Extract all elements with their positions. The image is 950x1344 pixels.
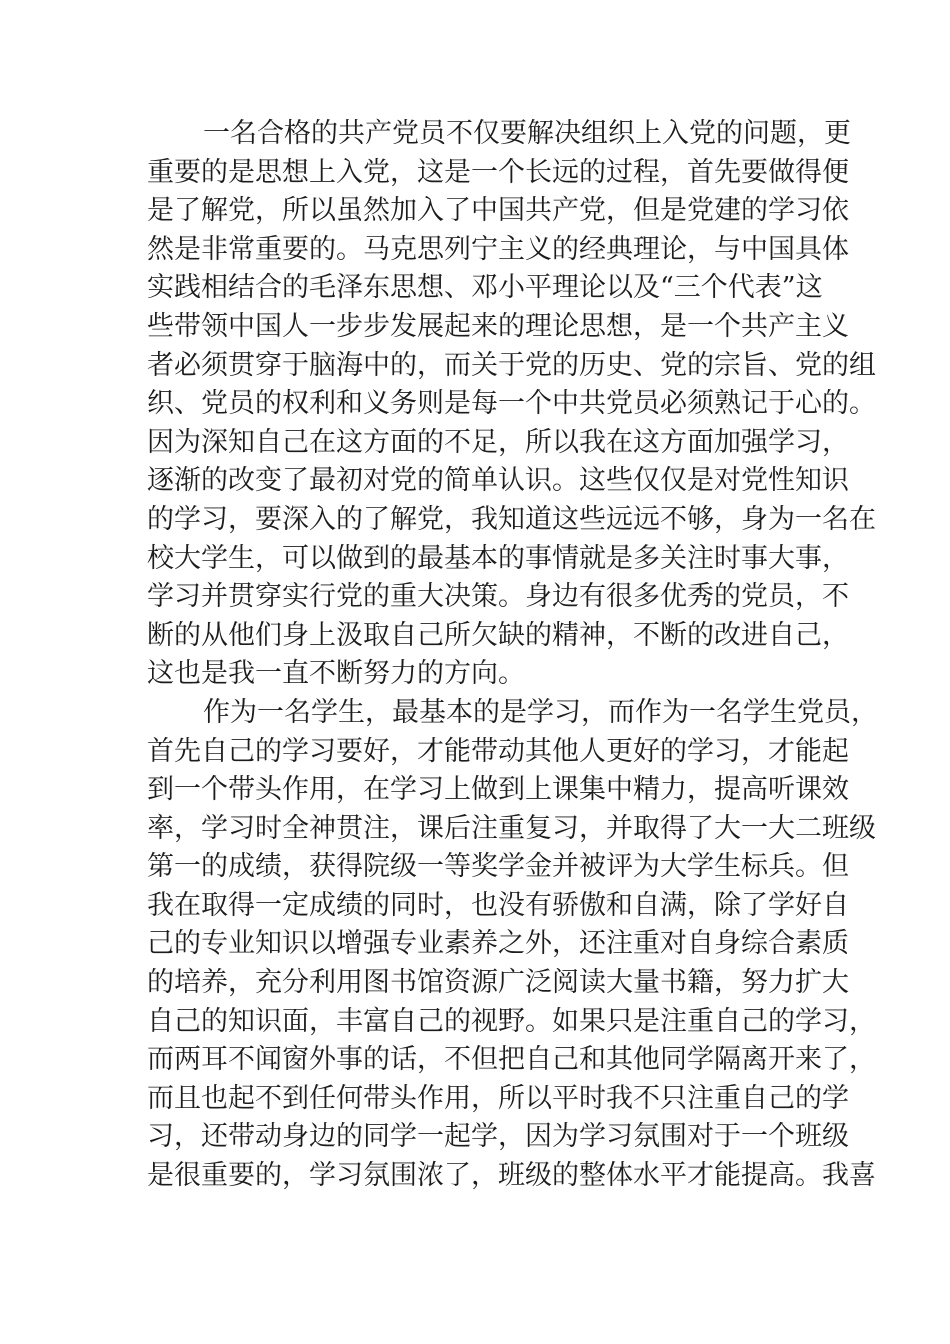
text-line: 我在取得一定成绩的同时，也没有骄傲和自满，除了学好自	[147, 889, 849, 921]
text-line: 自己的知识面，丰富自己的视野。如果只是注重自己的学习，	[147, 1005, 876, 1037]
text-line: 这也是我一直不断努力的方向。	[147, 658, 525, 690]
text-line: 是了解党，所以虽然加入了中国共产党，但是党建的学习依	[147, 195, 849, 227]
text-line: 己的专业知识以增强专业素养之外，还注重对自身综合素质	[147, 928, 849, 960]
text-line: 些带领中国人一步步发展起来的理论思想，是一个共产主义	[147, 310, 849, 342]
text-line: 首先自己的学习要好，才能带动其他人更好的学习，才能起	[147, 735, 849, 767]
text-line: 者必须贯穿于脑海中的，而关于党的历史、党的宗旨、党的组	[147, 349, 876, 381]
text-line: 作为一名学生，最基本的是学习，而作为一名学生党员，	[203, 696, 878, 728]
text-line: 一名合格的共产党员不仅要解决组织上入党的问题，更	[203, 118, 851, 149]
text-line: 的学习，要深入的了解党，我知道这些远远不够，身为一名在	[147, 503, 876, 535]
text-line: 的培养，充分利用图书馆资源广泛阅读大量书籍，努力扩大	[147, 967, 849, 999]
text-line: 逐渐的改变了最初对党的简单认识。这些仅仅是对党性知识	[147, 465, 849, 497]
text-line: 校大学生，可以做到的最基本的事情就是多关注时事大事，	[147, 542, 849, 574]
text-line: 是很重要的，学习氛围浓了，班级的整体水平才能提高。我喜	[147, 1160, 876, 1192]
text-line: 因为深知自己在这方面的不足，所以我在这方面加强学习，	[147, 426, 849, 458]
text-line: 实践相结合的毛泽东思想、邓小平理论以及“三个代表”这	[147, 272, 823, 304]
paragraph-student-study	[147, 694, 878, 1196]
text-line: 重要的是思想上入党，这是一个长远的过程，首先要做得便	[147, 156, 849, 188]
text-line: 学习并贯穿实行党的重大决策。身边有很多优秀的党员，不	[147, 581, 849, 613]
text-line: 而两耳不闻窗外事的话，不但把自己和其他同学隔离开来了，	[147, 1044, 876, 1076]
document-body	[147, 115, 878, 1196]
paragraph-party-learning	[147, 115, 876, 694]
text-line: 断的从他们身上汲取自己所欠缺的精神，不断的改进自己，	[147, 619, 849, 651]
text-line: 率，学习时全神贯注，课后注重复习，并取得了大一大二班级	[147, 812, 876, 844]
text-line: 织、党员的权利和义务则是每一个中共党员必须熟记于心的。	[147, 388, 876, 420]
text-line: 第一的成绩，获得院级一等奖学金并被评为大学生标兵。但	[147, 851, 849, 883]
text-line: 而且也起不到任何带头作用，所以平时我不只注重自己的学	[147, 1082, 849, 1114]
text-line: 习，还带动身边的同学一起学，因为学习氛围对于一个班级	[147, 1121, 849, 1153]
text-line: 到一个带头作用，在学习上做到上课集中精力，提高听课效	[147, 774, 849, 806]
text-line: 然是非常重要的。马克思列宁主义的经典理论，与中国具体	[147, 233, 849, 265]
